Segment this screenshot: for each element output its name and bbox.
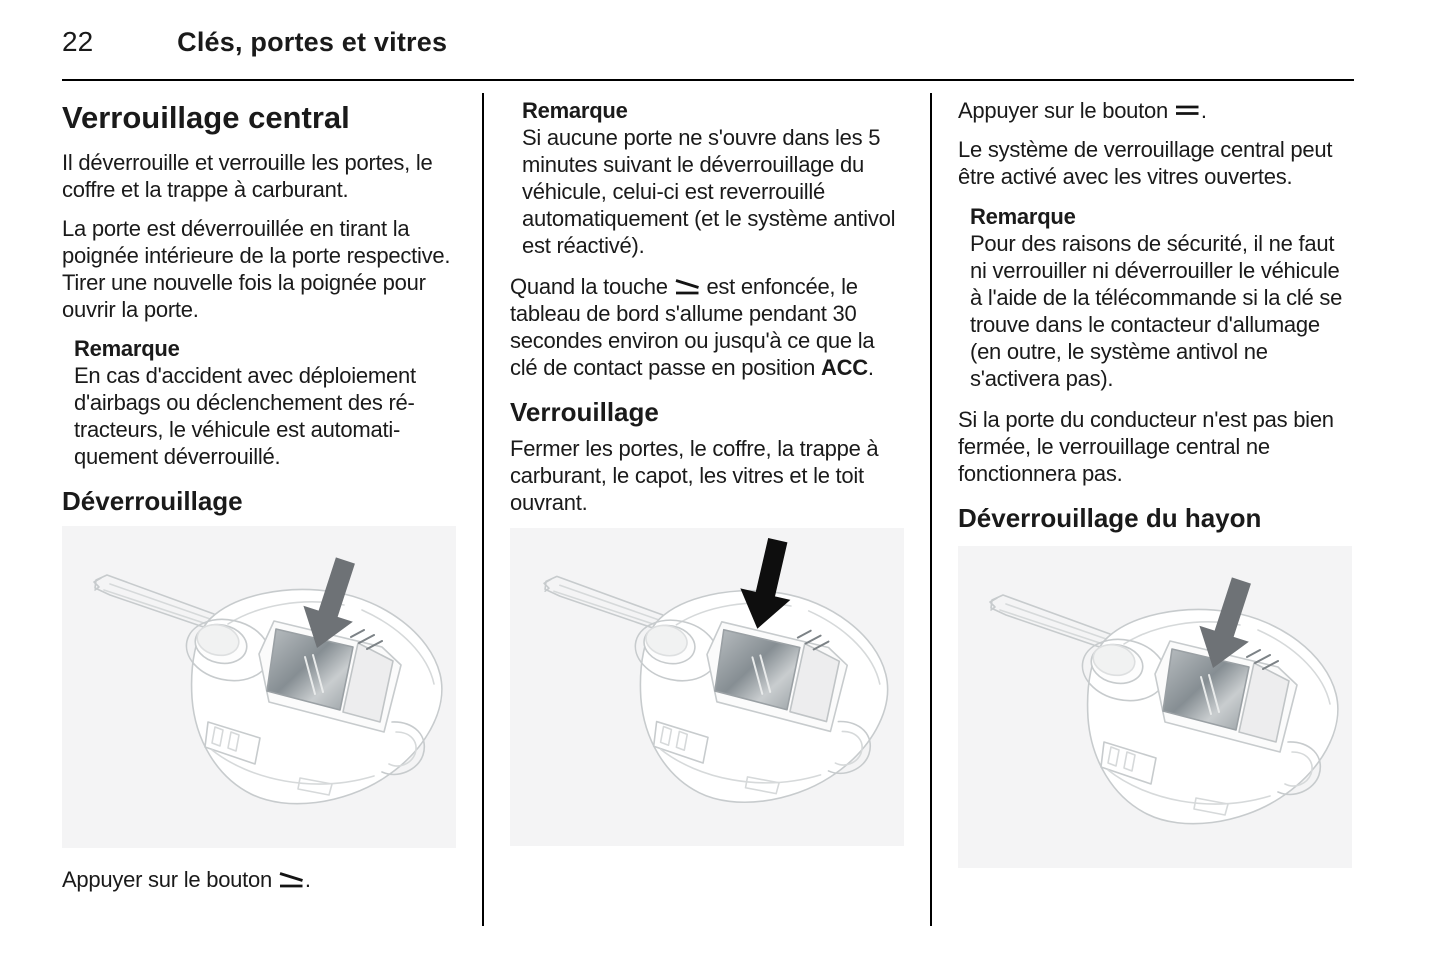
column-tailgate-unlocking <box>958 93 1352 868</box>
paragraph: Fermer les portes, le coffre, la trappe à carburant, le capot, les vitres et le toit ouvrant. <box>510 436 879 515</box>
unlock-button-icon <box>674 277 701 296</box>
note-block <box>958 203 1352 392</box>
page-number: 22 <box>62 26 94 57</box>
figure-caption <box>62 866 456 893</box>
note-block <box>510 97 904 259</box>
content-columns <box>62 93 1354 926</box>
note-label: Remarque <box>74 336 180 361</box>
note-label: Remarque <box>522 98 628 123</box>
paragraph-text: . <box>1200 98 1207 123</box>
note-text: Si aucune porte ne s'ouvre dans les 5 minutes suivant le déverrouillage du véhicule, celui-ci est reverrouillé automatiquement (et le système antivol est réactivé). <box>522 125 896 258</box>
caption-text: Appuyer sur le bouton <box>62 867 278 892</box>
paragraph: La porte est déverrouillée en tirant la poignée intérieure de la porte respective. Tirer une nouvelle fois la poignée pour ouvrir la porte. <box>62 216 451 322</box>
note-label: Remarque <box>970 204 1076 229</box>
paragraph: Il déverrouille et verrouille les portes, le coffre et la trappe à carburant. <box>62 150 433 202</box>
column-divider <box>482 93 484 926</box>
paragraph: Si la porte du conducteur n'est pas bien fermée, le verrouillage central ne fonctionnera pas. <box>958 407 1334 486</box>
paragraph <box>510 273 904 381</box>
flip-key-illustration <box>958 546 1352 868</box>
paragraph-text: est enfoncée, le tableau de bord s'allume pendant 30 secondes environ ou jusqu'à ce que la clé de contact passe en position <box>510 274 875 380</box>
page-header <box>62 26 1354 58</box>
subsection-title-tailgate: Déverrouillage du hayon <box>958 503 1262 533</box>
paragraph-text: Appuyer sur le bouton <box>958 98 1174 123</box>
unlock-button-icon <box>278 870 305 889</box>
column-divider <box>930 93 932 926</box>
flip-key-illustration <box>510 528 904 846</box>
lock-button-icon <box>1174 101 1201 120</box>
header-rule <box>62 79 1354 81</box>
column-central-locking <box>62 93 456 905</box>
keyfob-lock-figure <box>510 528 904 846</box>
subsection-title-unlocking: Déverrouillage <box>62 486 243 516</box>
note-text: En cas d'accident avec déploiement d'airbags ou déclenchement des rétracteurs, le véhicule est automatiquement déverrouillé. <box>74 363 416 469</box>
paragraph-text: . <box>867 355 874 380</box>
paragraph: Le système de verrouillage central peut être activé avec les vitres ouvertes. <box>958 137 1333 189</box>
chapter-title: Clés, portes et vitres <box>177 27 448 57</box>
paragraph <box>958 97 1352 124</box>
flip-key-illustration <box>62 526 456 848</box>
paragraph-text: Quand la touche <box>510 274 674 299</box>
acc-position-label: ACC <box>820 355 868 380</box>
note-block <box>62 335 456 470</box>
column-locking <box>510 93 904 846</box>
note-text: Pour des raisons de sécurité, il ne faut ni verrouiller ni déverrouiller le véhicule à l'aide de la télécommande si la clé se trouve dans le contacteur d'allumage (en outre, le système antivol ne s'activera pas). <box>970 231 1343 391</box>
keyfob-tailgate-figure <box>958 546 1352 868</box>
keyfob-unlock-figure <box>62 526 456 848</box>
section-title-central-locking: Verrouillage central <box>62 100 350 135</box>
caption-text: . <box>304 867 311 892</box>
subsection-title-locking: Verrouillage <box>510 397 659 427</box>
